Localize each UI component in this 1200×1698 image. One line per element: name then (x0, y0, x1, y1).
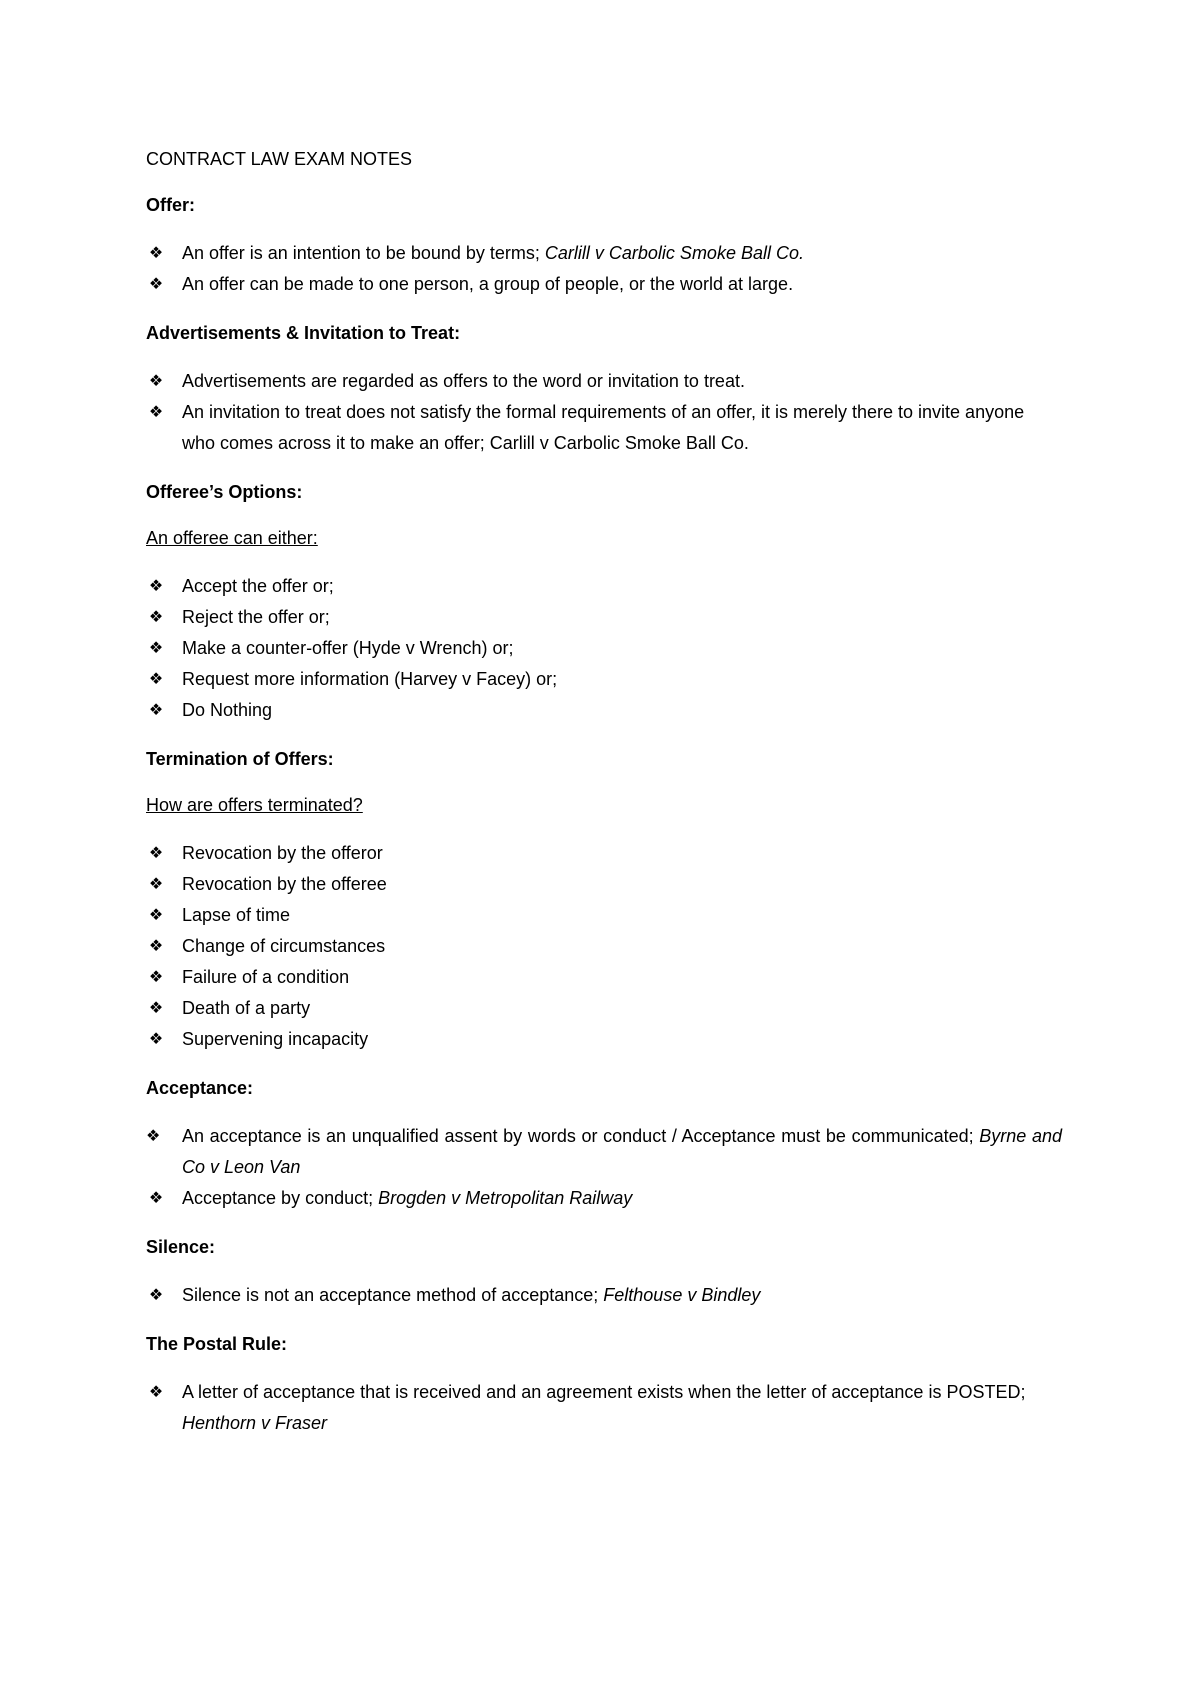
list-item (146, 931, 1062, 962)
item-text: Make a counter-offer (Hyde v Wrench) or; (182, 638, 514, 658)
diamond-bullet-icon: ❖ (148, 1000, 164, 1017)
list-item (146, 366, 1062, 397)
diamond-bullet-icon: ❖ (148, 845, 164, 862)
termination-heading: Termination of Offers: (146, 749, 334, 769)
list-item (146, 238, 1062, 269)
item-text: Advertisements are regarded as offers to the word or invitation to treat. (182, 371, 745, 391)
termination-subheading: How are offers terminated? (146, 795, 363, 815)
case-citation: Brogden v Metropolitan Railway (378, 1188, 633, 1208)
item-text: An invitation to treat does not satisfy the formal requirements of an offer, it is merely there to invite anyone who comes across it to make an offer; Carlill v Carbolic Smoke Ball Co. (182, 402, 1025, 453)
diamond-bullet-icon: ❖ (148, 671, 164, 688)
list-item (146, 1121, 1062, 1183)
acceptance-heading: Acceptance: (146, 1078, 254, 1098)
item-text: Failure of a condition (182, 967, 350, 987)
list-item (146, 869, 1062, 900)
list-item (146, 1280, 1062, 1311)
item-text: An acceptance is an unqualified assent by words or conduct / Acceptance must be communicated; (182, 1126, 980, 1146)
offeree-options-heading: Offeree’s Options: (146, 482, 303, 502)
item-text: Supervening incapacity (182, 1029, 369, 1049)
diamond-bullet-icon: ❖ (148, 578, 164, 595)
diamond-bullet-icon: ❖ (148, 640, 164, 657)
list-item (146, 269, 1062, 300)
item-text: A letter of acceptance that is received and an agreement exists when the letter of acceptance is POSTED; (182, 1382, 1026, 1402)
postal-rule-heading: The Postal Rule: (146, 1334, 288, 1354)
list-item (146, 962, 1062, 993)
diamond-bullet-icon: ❖ (148, 245, 164, 262)
silence-list (146, 1280, 1062, 1311)
diamond-bullet-icon: ❖ (148, 1190, 164, 1207)
list-item (146, 602, 1062, 633)
document-body (146, 146, 1062, 1439)
case-citation: Felthouse v Bindley (603, 1285, 761, 1305)
diamond-bullet-icon: ❖ (148, 373, 164, 390)
list-item (146, 838, 1062, 869)
termination-list (146, 838, 1062, 1055)
list-item (146, 993, 1062, 1024)
silence-heading: Silence: (146, 1237, 216, 1257)
case-citation: Henthorn v Fraser (182, 1413, 328, 1433)
list-item (146, 695, 1062, 726)
diamond-bullet-icon: ❖ (148, 876, 164, 893)
offeree-options-subheading: An offeree can either: (146, 528, 318, 548)
case-citation: Byrne and Co v Leon Van (182, 1126, 1062, 1177)
diamond-bullet-icon: ❖ (148, 938, 164, 955)
list-item (146, 633, 1062, 664)
item-text: Request more information (Harvey v Facey) or; (182, 669, 558, 689)
postal-rule-list (146, 1377, 1062, 1439)
item-text: Do Nothing (182, 700, 273, 720)
item-text: Reject the offer or; (182, 607, 330, 627)
diamond-bullet-icon: ❖ (148, 969, 164, 986)
diamond-bullet-icon: ❖ (148, 1031, 164, 1048)
item-text: An offer can be made to one person, a group of people, or the world at large. (182, 274, 794, 294)
offer-heading: Offer: (146, 195, 195, 215)
item-text: Revocation by the offeror (182, 843, 383, 863)
diamond-bullet-icon: ❖ (148, 1384, 164, 1401)
document-title: CONTRACT LAW EXAM NOTES (146, 149, 413, 169)
item-text: Silence is not an acceptance method of acceptance; (182, 1285, 604, 1305)
diamond-bullet-icon: ❖ (148, 404, 164, 421)
item-text: An offer is an intention to be bound by terms; (182, 243, 545, 263)
offer-list (146, 238, 1062, 300)
list-item (146, 1377, 1062, 1439)
list-item (146, 664, 1062, 695)
item-text: Revocation by the offeree (182, 874, 387, 894)
offeree-options-list (146, 571, 1062, 726)
case-citation: Carlill v Carbolic Smoke Ball Co. (544, 243, 804, 263)
acceptance-list (146, 1121, 1062, 1214)
list-item (146, 397, 1062, 459)
diamond-bullet-icon: ❖ (148, 609, 164, 626)
diamond-bullet-icon: ❖ (146, 1128, 161, 1145)
item-text: Lapse of time (182, 905, 291, 925)
item-text: Change of circumstances (182, 936, 386, 956)
list-item (146, 900, 1062, 931)
diamond-bullet-icon: ❖ (148, 1287, 164, 1304)
item-text: Acceptance by conduct; (182, 1188, 379, 1208)
item-text: Death of a party (182, 998, 311, 1018)
diamond-bullet-icon: ❖ (148, 702, 164, 719)
item-text: Accept the offer or; (182, 576, 334, 596)
advertisements-list (146, 366, 1062, 459)
advertisements-heading: Advertisements & Invitation to Treat: (146, 323, 461, 343)
list-item (146, 571, 1062, 602)
diamond-bullet-icon: ❖ (148, 276, 164, 293)
diamond-bullet-icon: ❖ (148, 907, 164, 924)
list-item (146, 1024, 1062, 1055)
list-item (146, 1183, 1062, 1214)
